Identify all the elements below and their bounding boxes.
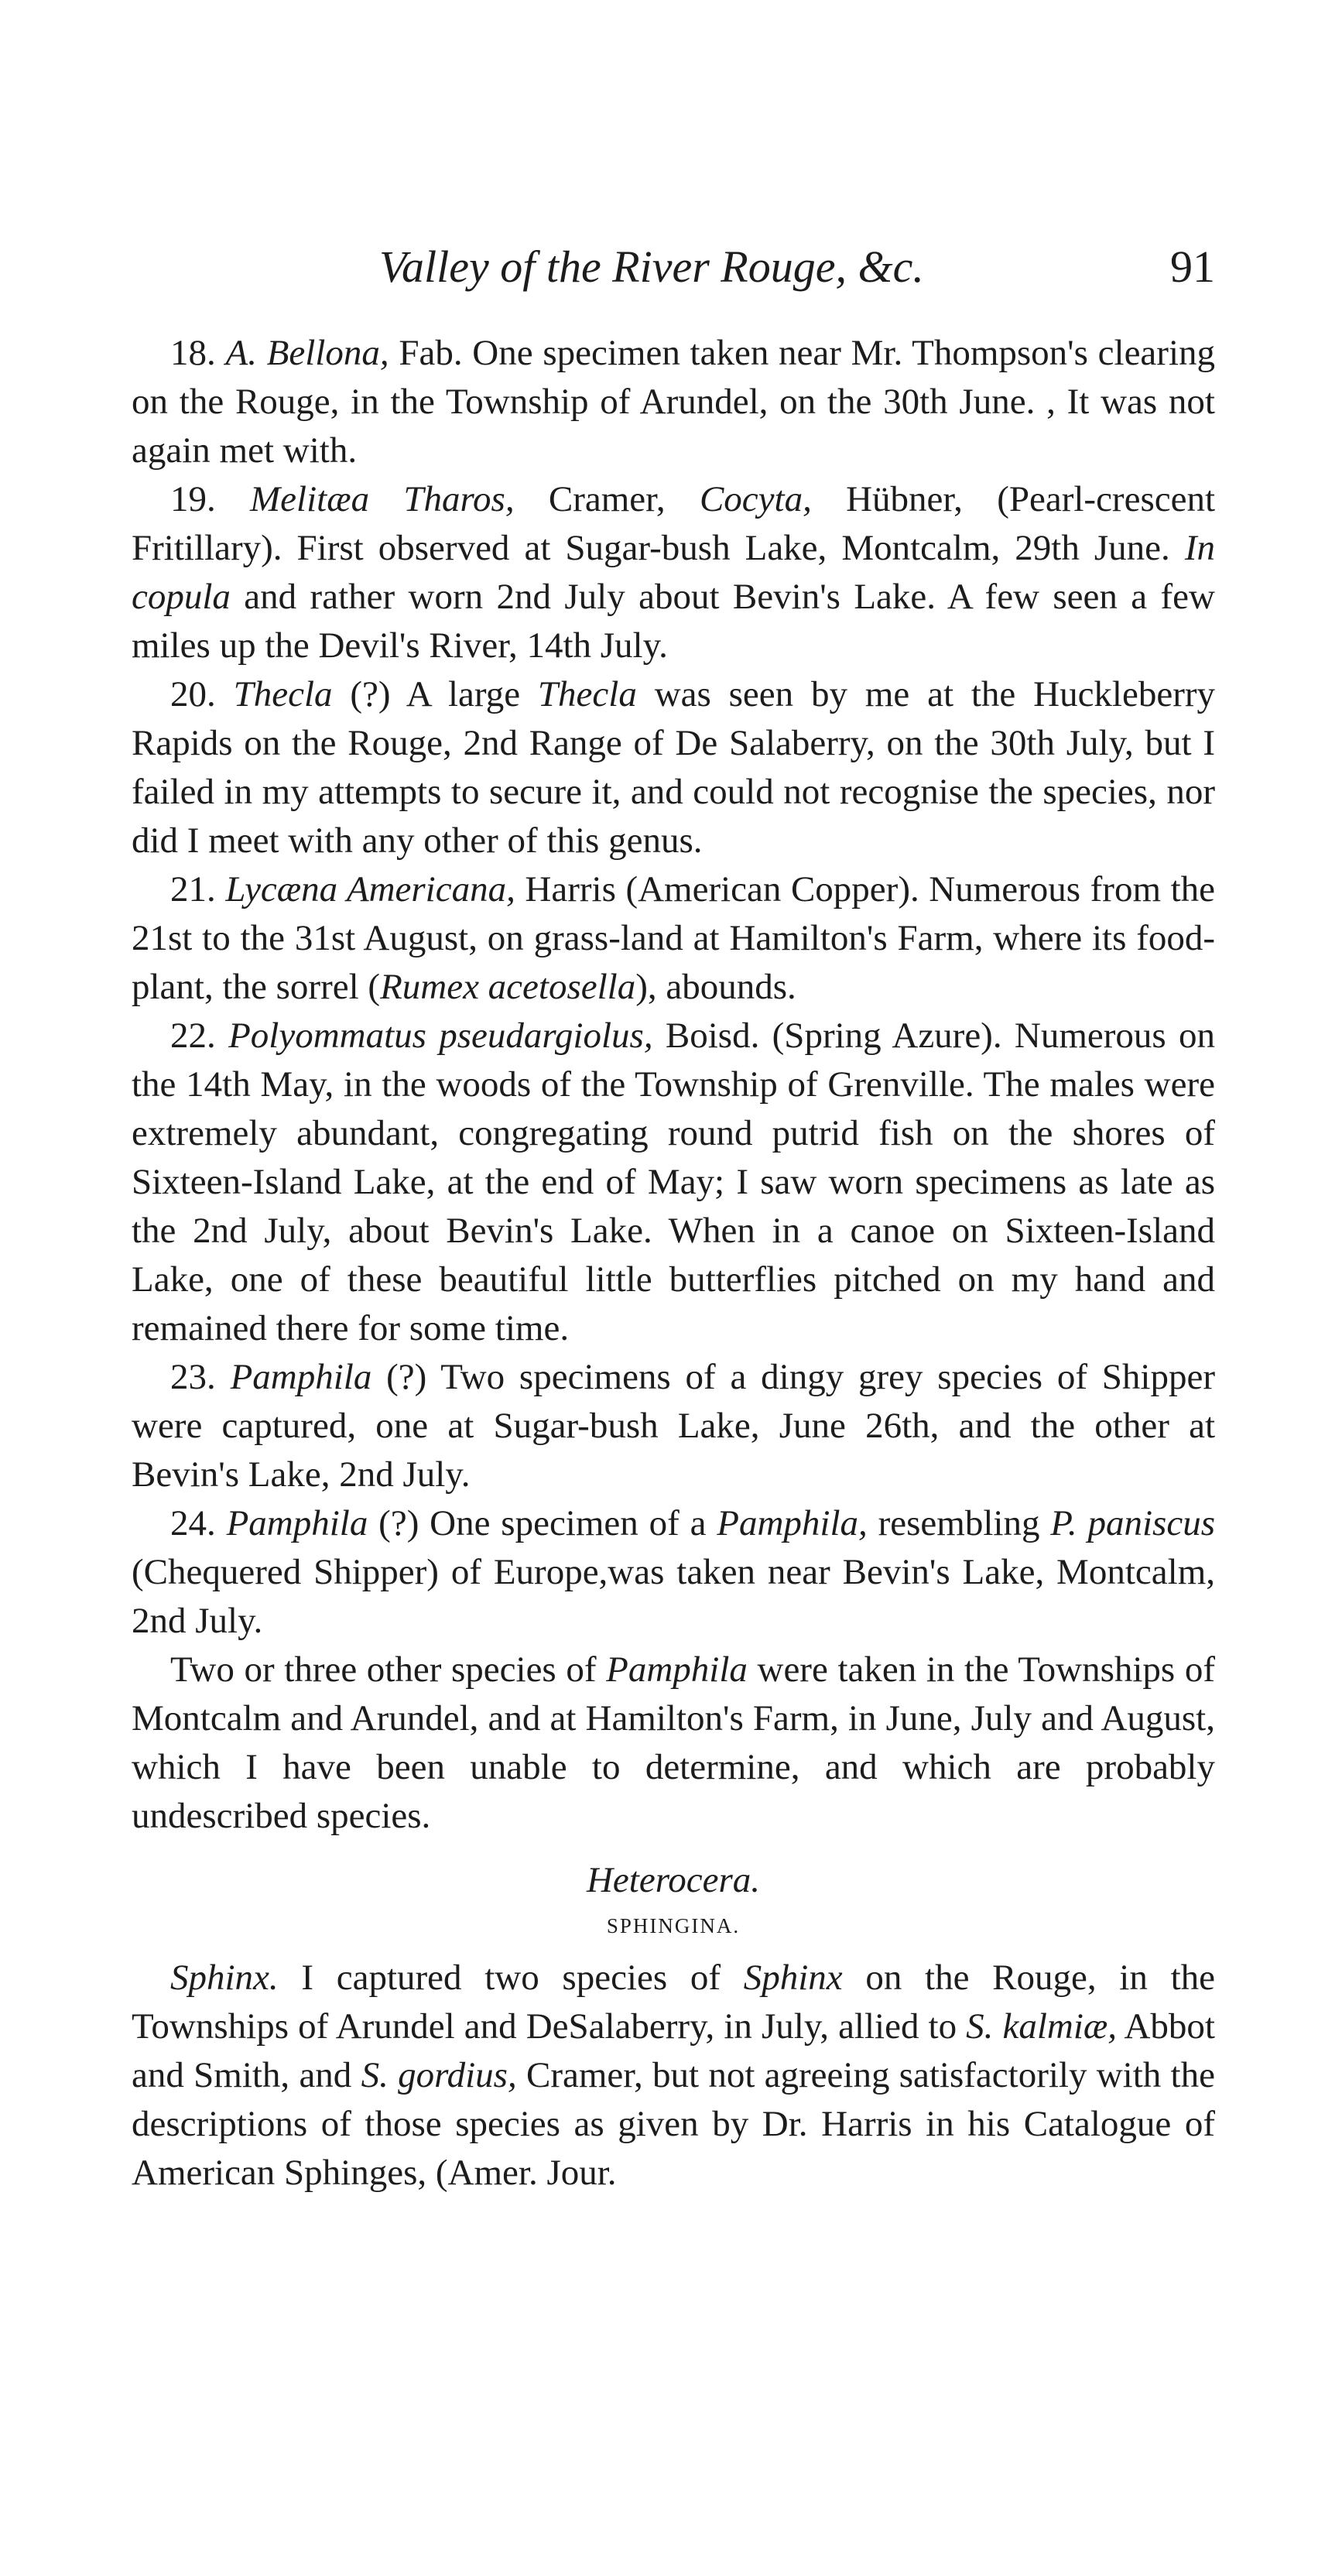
closing-paragraph bbox=[132, 1646, 1215, 1841]
species-name: Lycæna Americana, bbox=[225, 869, 515, 909]
latin-phrase: In copula bbox=[132, 528, 1215, 617]
entry-22 bbox=[132, 1012, 1215, 1353]
species-name: S. kalmiæ, bbox=[966, 2006, 1118, 2047]
entry-text: (?) A large bbox=[332, 674, 538, 714]
species-name: Pamphila bbox=[230, 1357, 372, 1397]
entry-number: 18. bbox=[170, 333, 216, 373]
entry-24 bbox=[132, 1499, 1215, 1646]
entry-text: I captured two species of bbox=[278, 1958, 744, 1998]
species-name: Pamphila, bbox=[717, 1503, 868, 1543]
entry-text: Fab. One specimen taken near Mr. Thompson's clearing on the Rouge, in the Township of Arundel, on the 30th June. , It was not again met with. bbox=[132, 333, 1215, 471]
species-name: P. paniscus bbox=[1050, 1503, 1216, 1543]
species-name: Thecla bbox=[537, 674, 637, 714]
entry-18 bbox=[132, 329, 1215, 475]
entry-text: Hübner, (Pearl-crescent Fritillary). First observed at Sugar-bush Lake, Montcalm, 29th June. bbox=[132, 479, 1216, 568]
species-name: Cocyta, bbox=[699, 479, 812, 519]
entry-text: ), abounds. bbox=[635, 967, 796, 1007]
entry-number: 20. bbox=[170, 674, 216, 714]
entry-text: (Chequered Shipper) of Europe,was taken near Bevin's Lake, Montcalm, 2nd July. bbox=[132, 1552, 1215, 1641]
entry-text: (?) One specimen of a bbox=[368, 1503, 717, 1543]
entry-23 bbox=[132, 1353, 1215, 1499]
species-name: Thecla bbox=[233, 674, 333, 714]
entry-text: was seen by me at the Huckleberry Rapids on the Rouge, 2nd Range of De Salaberry, on the 30th July, but I failed in my attempts to secure it, and could not recognise the species, nor did I meet with any other of this genus. bbox=[132, 674, 1216, 861]
entry-text: Harris (American Copper). Numerous from the 21st to the 31st August, on grass-land at Hamilton's Farm, where its food-plant, the sorrel ( bbox=[132, 869, 1216, 1007]
entry-text: (?) Two specimens of a dingy grey species of Shipper were captured, one at Sugar-bush Lake, June 26th, and the other at Bevin's Lake, 2nd July. bbox=[132, 1357, 1215, 1495]
sphinx-paragraph bbox=[132, 1954, 1215, 2197]
species-name: A. Bellona, bbox=[225, 333, 389, 373]
entry-text: resembling bbox=[867, 1503, 1051, 1543]
entry-number: 19. bbox=[170, 479, 216, 519]
page-number: 91 bbox=[1170, 242, 1215, 292]
entry-text: Two or three other species of bbox=[170, 1649, 607, 1690]
species-name: Polyommatus pseudargiolus, bbox=[228, 1016, 653, 1056]
subsection-heading: SPHINGINA. bbox=[606, 1914, 741, 1937]
species-name: Pamphila bbox=[606, 1649, 748, 1690]
entry-number: 22. bbox=[170, 1016, 216, 1056]
entry-text: and rather worn 2nd July about Bevin's Lake. A few seen a few miles up the Devil's River, 14th July. bbox=[132, 577, 1215, 666]
species-name: Pamphila bbox=[226, 1503, 368, 1543]
entry-text: Cramer, but not agreeing satisfactorily with the descriptions of those species as given by Dr. Harris in his Catalogue of American Sphinges, (Amer. Jour. bbox=[132, 2055, 1215, 2193]
species-name: Melitæa Tharos, bbox=[250, 479, 515, 519]
running-title: Valley of the River Rouge, &c. bbox=[379, 242, 924, 292]
entry-text: Boisd. (Spring Azure). Numerous on the 14th May, in the woods of the Township of Grenville. The males were extremely abundant, congregating round putrid fish on the shores of Sixteen-Island Lake, at the end of May; I saw worn specimens as late as the 2nd July, about Bevin's Lake. When in a canoe on Sixteen-Island Lake, one of these beautiful little butterflies pitched on my hand and remained there for some time. bbox=[132, 1016, 1216, 1348]
species-name: Sphinx bbox=[743, 1958, 843, 1998]
entry-text: Cramer, bbox=[514, 479, 700, 519]
section-heading: Heterocera. bbox=[586, 1860, 761, 1900]
entry-number: 24. bbox=[170, 1503, 216, 1543]
species-name: S. gordius, bbox=[361, 2055, 517, 2095]
entry-number: 21. bbox=[170, 869, 216, 909]
entry-19 bbox=[132, 475, 1215, 670]
species-name: Sphinx. bbox=[170, 1958, 279, 1998]
entry-text: on the Rouge, in the Townships of Arundel and DeSalaberry, in July, allied to bbox=[132, 1958, 1215, 2047]
entry-text: Abbot and Smith, and bbox=[132, 2006, 1215, 2095]
plant-name: Rumex acetosella bbox=[380, 967, 636, 1007]
running-head bbox=[132, 232, 1215, 302]
entry-text: were taken in the Townships of Montcalm and Arundel, and at Hamilton's Farm, in June, July and August, which I have been unable to determine, and which are probably undescribed species. bbox=[132, 1649, 1215, 1836]
entry-20 bbox=[132, 670, 1215, 865]
body-text bbox=[132, 329, 1215, 2197]
entry-number: 23. bbox=[170, 1357, 216, 1397]
entry-21 bbox=[132, 865, 1215, 1012]
